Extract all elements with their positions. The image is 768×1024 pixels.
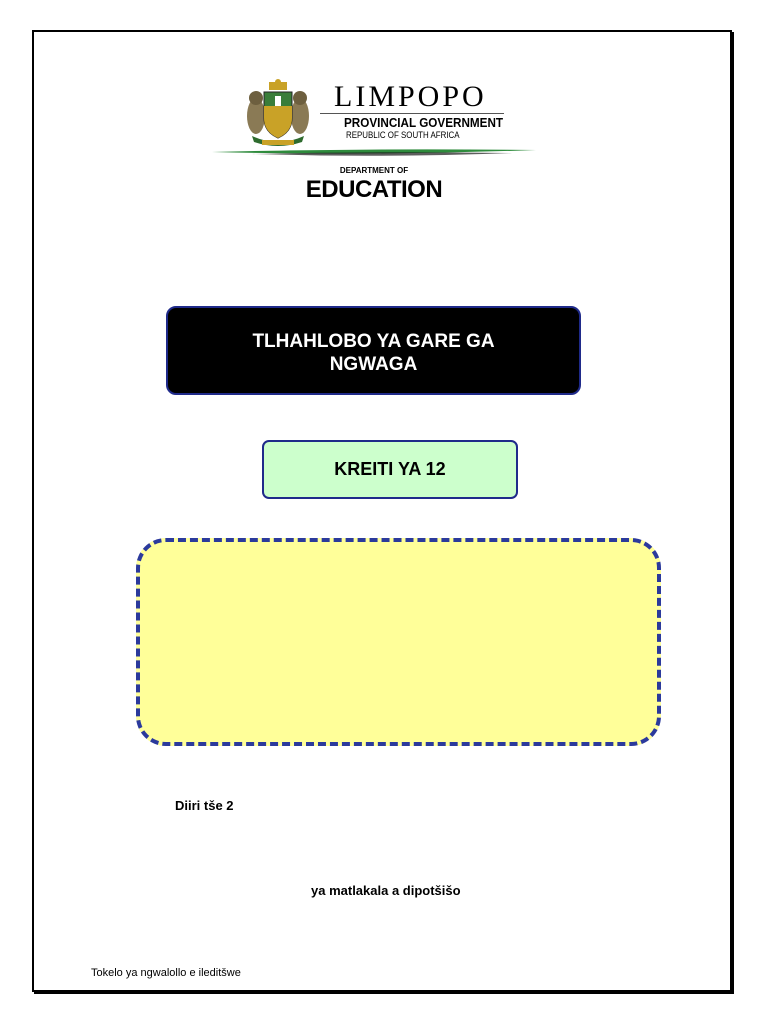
- exam-title-line-2: NGWAGA: [329, 354, 418, 375]
- exam-title-line-1: TLHAHLOBO YA GARE GA: [252, 331, 495, 352]
- provincial-government-label: PROVINCIAL GOVERNMENT: [344, 115, 504, 130]
- department-label: DEPARTMENT OF: [339, 166, 409, 175]
- title-rule: [320, 113, 504, 114]
- subject-box: [136, 538, 661, 746]
- coat-of-arms-icon: [242, 78, 314, 150]
- country-label: REPUBLIC OF SOUTH AFRICA: [346, 130, 460, 140]
- green-swoosh-divider: [212, 148, 536, 160]
- letterhead: [212, 78, 536, 208]
- province-name: LIMPOPO: [334, 80, 487, 113]
- exam-title-box: [166, 306, 581, 395]
- copyright-notice: Tokelo ya ngwalollo e ileditšwe: [91, 967, 241, 979]
- department-name: EDUCATION: [305, 176, 443, 203]
- exam-duration: Diiri tše 2: [175, 798, 234, 813]
- page-count-line: ya matlakala a dipotšišo: [311, 883, 461, 898]
- grade-box: KREITI YA 12: [262, 440, 518, 499]
